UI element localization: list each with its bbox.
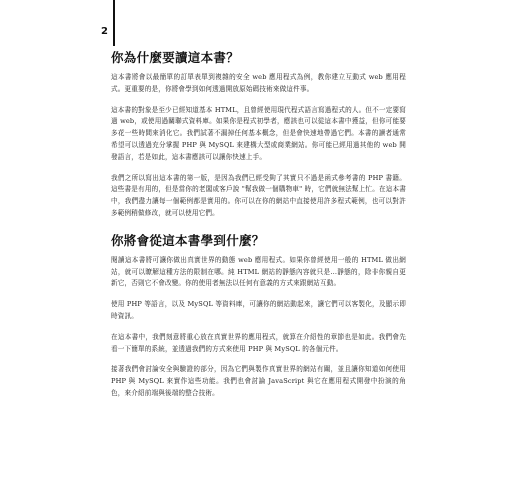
paragraph: 閱讀這本書將可讓你做出真實世界的動態 web 應用程式。如果你曾經使用一般的 HTML 做出網站，就可以瞭解這種方法的限制在哪。純 HTML 網站的靜態內容就只是...靜態的，除非你親自更新它，否則它不會改變。你的使用者無法以任何有意義的方式來跟網站互動。 [111, 255, 406, 288]
paragraph: 這本書將會以最簡單的訂單表單到複雜的安全 web 應用程式為例，教你建立互動式 web 應用程式。更重要的是，你將會學到如何透過開放原始碼技術來做這件事。 [111, 73, 406, 93]
paragraph: 使用 PHP 等語言，以及 MySQL 等資料庫，可讓你的網站動起來，讓它們可以客製化，及顯示即時資訊。 [111, 300, 406, 320]
page-content [111, 50, 406, 409]
paragraph: 在這本書中，我們刻意將重心放在真實世界的應用程式，就算在介紹性的章節也是如此。我們會先看一下簡單的系統，並透過我們的方式來使用 PHP 與 MySQL 的各個元件。 [111, 332, 406, 353]
paragraph: 接著我們會討論安全與驗證的部分，因為它們與製作真實世界的網站有關，並且讓你知道如何使用 PHP 與 MySQL 來實作這些功能。我們也會討論 JavaScript 與它在應用程式開發中扮演的角色，來介紹前端與後端的整合技術。 [111, 365, 406, 397]
section-heading-what-learn: 你將會從這本書學到什麼？ [111, 232, 265, 248]
margin-rule [113, 0, 115, 46]
paragraph: 這本書的對象是至少已經知道基本 HTML，且曾經使用現代程式語言寫過程式的人。但不一定要寫過 web，或使用過關聯式資料庫。如果你是程式初學者，應該也可以從這本書中獲益，但你可能要多花一些時間來消化它。我們試著不漏掉任何基本概念，但是會快速地帶過它們。本書的讀者通常希望可以透過充分掌握 PHP 與 MySQL 來建構大型或商業網站。你可能已經用過其他的 web 開發語言，若是如此，這本書應該可以讓你快速上手。 [111, 105, 406, 161]
paragraph: 我們之所以寫出這本書的第一版，是因為我們已經受夠了其實只不過是函式參考書的 PHP 書籍。這些書是有用的，但是當你的老闆或客戶說 "幫我做一個購物車" 時，它們就無法幫上忙。在這本書中，我們盡力讓每一個範例都是實用的。你可以在你的網站中直接使用許多程式範例，也可以對許多範例稍做修改，就可以使用它們。 [111, 173, 406, 217]
page-number: 2 [101, 26, 108, 37]
section-heading-why-read: 你為什麼要讀這本書？ [111, 50, 240, 65]
